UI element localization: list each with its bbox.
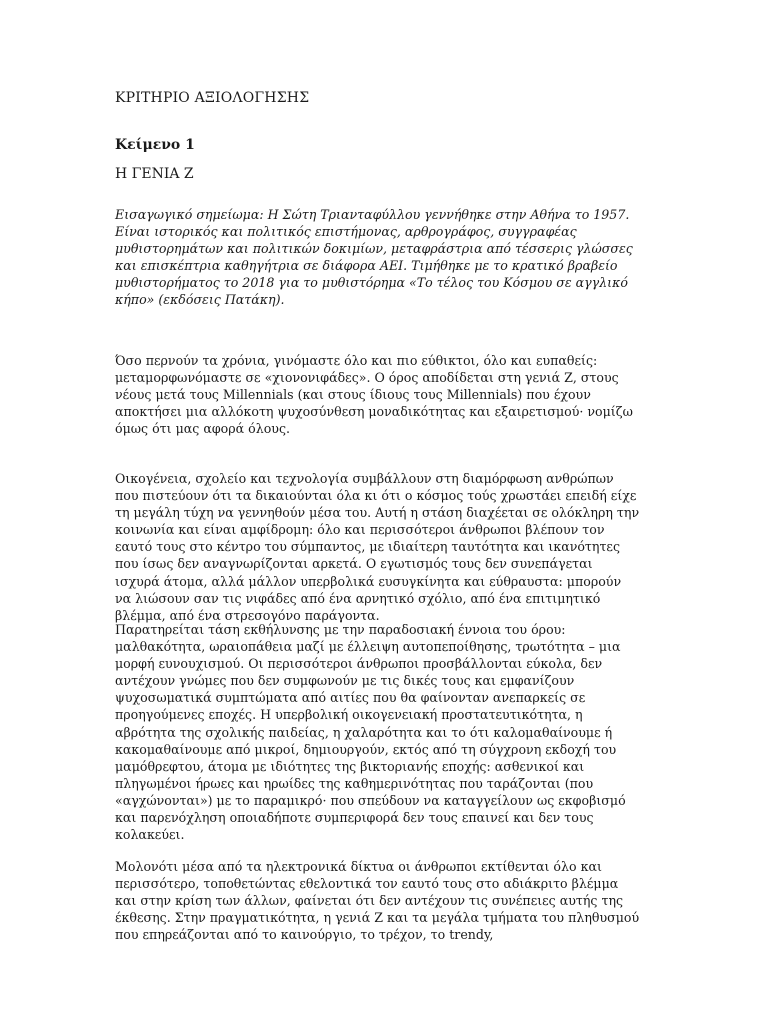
intro-note: Εισαγωγικό σημείωμα: Η Σώτη Τριανταφύλλου γεννήθηκε στην Αθήνα το 1957. Είναι ιστορικός και πολιτικός επιστήμονας, αρθρογράφος, συγγραφέας μυθιστορημάτων και πολιτικών δοκιμίων, μεταφράστρια από τέσσερις γλώσσες και επισκέπτρια καθηγήτρια σε διάφορα ΑΕΙ. Τιμήθηκε με το κρατικό βραβείο μυθιστορήματος το 2018 για το μυθιστόρημα «Το τέλος του Κόσμου σε αγγλικό κήπο» (εκδόσεις Πατάκη). <box>115 207 633 308</box>
paragraph-2: Οικογένεια, σχολείο και τεχνολογία συμβάλλουν στη διαμόρφωση ανθρώπων που πιστεύουν ότι τα δικαιούνται όλα κι ότι ο κόσμος τούς χρωστάει επειδή είχε τη μεγάλη τύχη να γεννηθούν μέσα του. Αυτή η στάση διαχέεται σε ολόκληρη την κοινωνία και είναι αμφίδρομη: όλο και περισσότεροι άνθρωποι βλέπουν τον εαυτό τους στο κέντρο του σύμπαντος, με ιδιαίτερη ταυτότητα και ικανότητες που ίσως δεν αναγνωρίζονται αρκετά. Ο εγωτισμός τους δεν συνεπάγεται ισχυρά άτομα, αλλά μάλλον υπερβολικά ευσυγκίνητα και εύθραυστα: μπορούν να λιώσουν σαν τις νιφάδες από ένα αρνητικό σχόλιο, από ένα επιτιμητικό βλέμμα, από ένα στρεσογόνο παράγοντα. <box>115 471 640 623</box>
paragraph-3: Παρατηρείται τάση εκθήλυνσης με την παραδοσιακή έννοια του όρου: μαλθακότητα, ωραιοπάθεια μαζί με έλλειψη αυτοπεποίθησης, τρωτότητα – μια μορφή ευνουχισμού. Οι περισσότεροι άνθρωποι προσβάλλονται εύκολα, δεν αντέχουν γνώμες που δεν συμφωνούν με τις δικές τους και εμφανίζουν ψυχοσωματικά συμπτώματα από αιτίες που θα φαίνονταν ανεπαρκείς σε προηγούμενες εποχές. Η υπερβολική οικογενειακή προστατευτικότητα, η αβρότητα της σχολικής παιδείας, η χαλαρότητα και το ότι καλομαθαίνουμε ή κακομαθαίνουμε από μικροί, δημιουργούν, εκτός από τη σύγχρονη εκδοχή του μαμόθρεφτου, άτομα με ιδιότητες της βικτοριανής εποχής: ασθενικοί και πληγωμένοι ήρωες και ηρωίδες της καθημερινότητας που ταράζονται (που «αγχώνονται») με το παραμικρό· που σπεύδουν να καταγγείλουν ως εκφοβισμό και παρενόχληση οποιαδήποτε συμπεριφορά δεν τους επαινεί και δεν τους κολακεύει. <box>115 622 626 843</box>
paragraph-1: Όσο περνούν τα χρόνια, γινόμαστε όλο και πιο εύθικτοι, όλο και ευπαθείς: μεταμορφωνόμαστε σε «χιονονιφάδες». Ο όρος αποδίδεται στη γενιά Ζ, στους νέους μετά τους Millennials (και στους ίδιους τους Millennials) που έχουν αποκτήσει μια αλλόκοτη ψυχοσύνθεση μοναδικότητας και εξαιρετισμού· νομίζω όμως ότι μας αφορά όλους. <box>115 353 633 437</box>
criterion-heading: ΚΡΙΤΗΡΙΟ ΑΞΙΟΛΟΓΗΣΗΣ <box>115 90 310 106</box>
paragraph-4: Μολονότι μέσα από τα ηλεκτρονικά δίκτυα οι άνθρωποι εκτίθενται όλο και περισσότερο, τοποθετώντας εθελοντικά τον εαυτό τους στο αδιάκριτο βλέμμα και στην κρίση των άλλων, φαίνεται ότι δεν αντέχουν τις συνέπειες αυτής της έκθεσης. Στην πραγματικότητα, η γενιά Ζ και τα μεγάλα τμήματα του πληθυσμού που επηρεάζονται από το καινούργιο, το τρέχον, το trendy, <box>115 859 640 943</box>
text-label: Κείμενο 1 <box>115 137 195 153</box>
document-title: Η ΓΕΝΙΑ Ζ <box>115 166 194 182</box>
